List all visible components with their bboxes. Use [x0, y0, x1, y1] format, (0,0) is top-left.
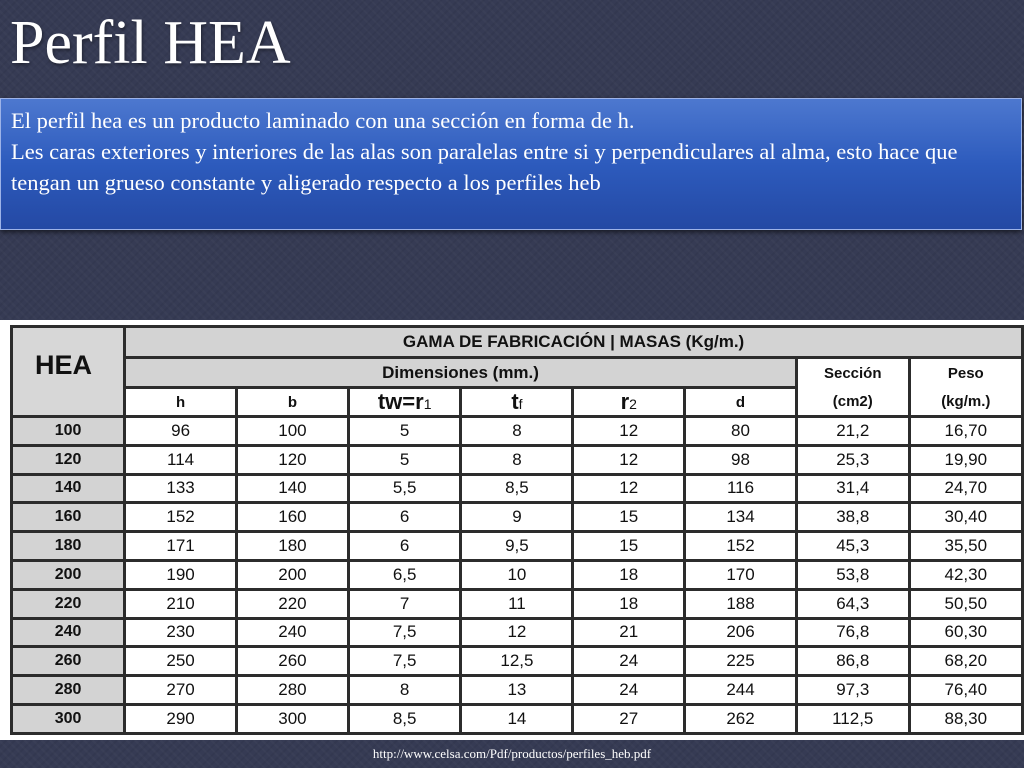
col-r2-main: r	[620, 389, 630, 414]
cell-tf: 8	[461, 445, 573, 474]
col-r2-header	[573, 388, 685, 417]
cell-b: 120	[237, 445, 349, 474]
cell-tf: 13	[461, 676, 573, 705]
cell-h: 96	[125, 417, 237, 446]
cell-profile: 180	[12, 532, 125, 561]
cell-seccion: 53,8	[796, 560, 909, 589]
cell-peso: 76,40	[909, 676, 1022, 705]
cell-b: 100	[237, 417, 349, 446]
cell-b: 140	[237, 474, 349, 503]
cell-h: 250	[125, 647, 237, 676]
cell-tf: 14	[461, 704, 573, 733]
cell-profile: 140	[12, 474, 125, 503]
cell-tw: 5	[348, 445, 461, 474]
cell-h: 114	[125, 445, 237, 474]
cell-profile: 280	[12, 676, 125, 705]
cell-d: 170	[685, 560, 797, 589]
table-row	[12, 676, 1023, 705]
cell-seccion: 76,8	[796, 618, 909, 647]
description-box	[0, 98, 1022, 230]
col-h-header: h	[125, 388, 237, 417]
cell-tw: 8,5	[348, 704, 461, 733]
cell-d: 206	[685, 618, 797, 647]
peso-header: Peso	[909, 358, 1022, 388]
seccion-header: Sección	[796, 358, 909, 388]
cell-peso: 35,50	[909, 532, 1022, 561]
col-tw-sub: 1	[423, 396, 432, 412]
cell-tf: 8,5	[461, 474, 573, 503]
cell-seccion: 97,3	[796, 676, 909, 705]
cell-b: 220	[237, 589, 349, 618]
cell-seccion: 38,8	[796, 503, 909, 532]
table-row	[12, 618, 1023, 647]
cell-tw: 6	[348, 532, 461, 561]
cell-h: 133	[125, 474, 237, 503]
cell-b: 300	[237, 704, 349, 733]
cell-peso: 50,50	[909, 589, 1022, 618]
cell-tf: 12,5	[461, 647, 573, 676]
cell-peso: 60,30	[909, 618, 1022, 647]
col-r2-sub: 2	[629, 396, 637, 412]
cell-d: 188	[685, 589, 797, 618]
cell-tw: 7,5	[348, 618, 461, 647]
cell-tw: 7	[348, 589, 461, 618]
cell-h: 230	[125, 618, 237, 647]
cell-profile: 240	[12, 618, 125, 647]
group-header: GAMA DE FABRICACIÓN | MASAS (Kg/m.)	[125, 327, 1023, 358]
cell-profile: 220	[12, 589, 125, 618]
cell-seccion: 64,3	[796, 589, 909, 618]
cell-tw: 5,5	[348, 474, 461, 503]
cell-profile: 160	[12, 503, 125, 532]
col-tf-header	[461, 388, 573, 417]
cell-b: 180	[237, 532, 349, 561]
table-row	[12, 445, 1023, 474]
cell-r2: 21	[573, 618, 685, 647]
col-tw-header	[348, 388, 461, 417]
cell-peso: 24,70	[909, 474, 1022, 503]
col-tf-main: t	[511, 389, 519, 414]
cell-tw: 7,5	[348, 647, 461, 676]
cell-d: 244	[685, 676, 797, 705]
cell-seccion: 45,3	[796, 532, 909, 561]
cell-h: 210	[125, 589, 237, 618]
cell-d: 116	[685, 474, 797, 503]
cell-r2: 15	[573, 532, 685, 561]
cell-seccion: 86,8	[796, 647, 909, 676]
cell-peso: 19,90	[909, 445, 1022, 474]
cell-profile: 300	[12, 704, 125, 733]
cell-b: 240	[237, 618, 349, 647]
cell-r2: 15	[573, 503, 685, 532]
cell-r2: 27	[573, 704, 685, 733]
table-row	[12, 503, 1023, 532]
cell-tw: 5	[348, 417, 461, 446]
table-row	[12, 589, 1023, 618]
peso-unit: (kg/m.)	[909, 388, 1022, 417]
cell-tf: 12	[461, 618, 573, 647]
cell-tw: 6	[348, 503, 461, 532]
table-row	[12, 474, 1023, 503]
cell-seccion: 25,3	[796, 445, 909, 474]
cell-r2: 24	[573, 676, 685, 705]
table-panel	[0, 320, 1024, 740]
cell-b: 280	[237, 676, 349, 705]
cell-r2: 12	[573, 474, 685, 503]
slide-title: Perfil HEA	[10, 9, 291, 77]
cell-d: 134	[685, 503, 797, 532]
cell-tf: 9,5	[461, 532, 573, 561]
col-tw-main: tw=r	[377, 389, 424, 414]
table-row	[12, 560, 1023, 589]
table-row	[12, 417, 1023, 446]
cell-tf: 8	[461, 417, 573, 446]
cell-b: 260	[237, 647, 349, 676]
table-row	[12, 532, 1023, 561]
col-b-header: b	[237, 388, 349, 417]
cell-tw: 8	[348, 676, 461, 705]
cell-r2: 24	[573, 647, 685, 676]
description-paragraph-2: Les caras exteriores y interiores de las alas son paralelas entre si y perpendiculares al alma, esto hace que tengan un grueso constante y aligerado respecto a los perfiles heb	[11, 139, 958, 195]
cell-seccion: 21,2	[796, 417, 909, 446]
cell-h: 290	[125, 704, 237, 733]
cell-tf: 11	[461, 589, 573, 618]
cell-seccion: 112,5	[796, 704, 909, 733]
cell-h: 171	[125, 532, 237, 561]
cell-h: 190	[125, 560, 237, 589]
cell-peso: 68,20	[909, 647, 1022, 676]
cell-d: 262	[685, 704, 797, 733]
table-row	[12, 647, 1023, 676]
dimensions-header: Dimensiones (mm.)	[125, 358, 797, 388]
cell-peso: 88,30	[909, 704, 1022, 733]
cell-tf: 10	[461, 560, 573, 589]
cell-r2: 12	[573, 445, 685, 474]
cell-peso: 30,40	[909, 503, 1022, 532]
cell-profile: 200	[12, 560, 125, 589]
cell-peso: 16,70	[909, 417, 1022, 446]
hea-table	[10, 325, 1024, 735]
seccion-unit: (cm2)	[796, 388, 909, 417]
cell-h: 152	[125, 503, 237, 532]
cell-tw: 6,5	[348, 560, 461, 589]
source-link[interactable]: http://www.celsa.com/Pdf/productos/perfiles_heb.pdf	[372, 746, 652, 761]
cell-profile: 120	[12, 445, 125, 474]
description-paragraph-1: El perfil hea es un producto laminado con una sección en forma de h.	[11, 108, 635, 133]
cell-b: 200	[237, 560, 349, 589]
table-row	[12, 704, 1023, 733]
cell-d: 152	[685, 532, 797, 561]
cell-h: 270	[125, 676, 237, 705]
cell-d: 225	[685, 647, 797, 676]
col-d-header: d	[685, 388, 797, 417]
cell-r2: 18	[573, 560, 685, 589]
cell-peso: 42,30	[909, 560, 1022, 589]
cell-profile: 100	[12, 417, 125, 446]
cell-d: 98	[685, 445, 797, 474]
cell-r2: 12	[573, 417, 685, 446]
cell-r2: 18	[573, 589, 685, 618]
table-name: HEA	[12, 327, 125, 417]
cell-tf: 9	[461, 503, 573, 532]
cell-profile: 260	[12, 647, 125, 676]
cell-d: 80	[685, 417, 797, 446]
col-tf-sub: f	[518, 396, 523, 412]
cell-seccion: 31,4	[796, 474, 909, 503]
cell-b: 160	[237, 503, 349, 532]
